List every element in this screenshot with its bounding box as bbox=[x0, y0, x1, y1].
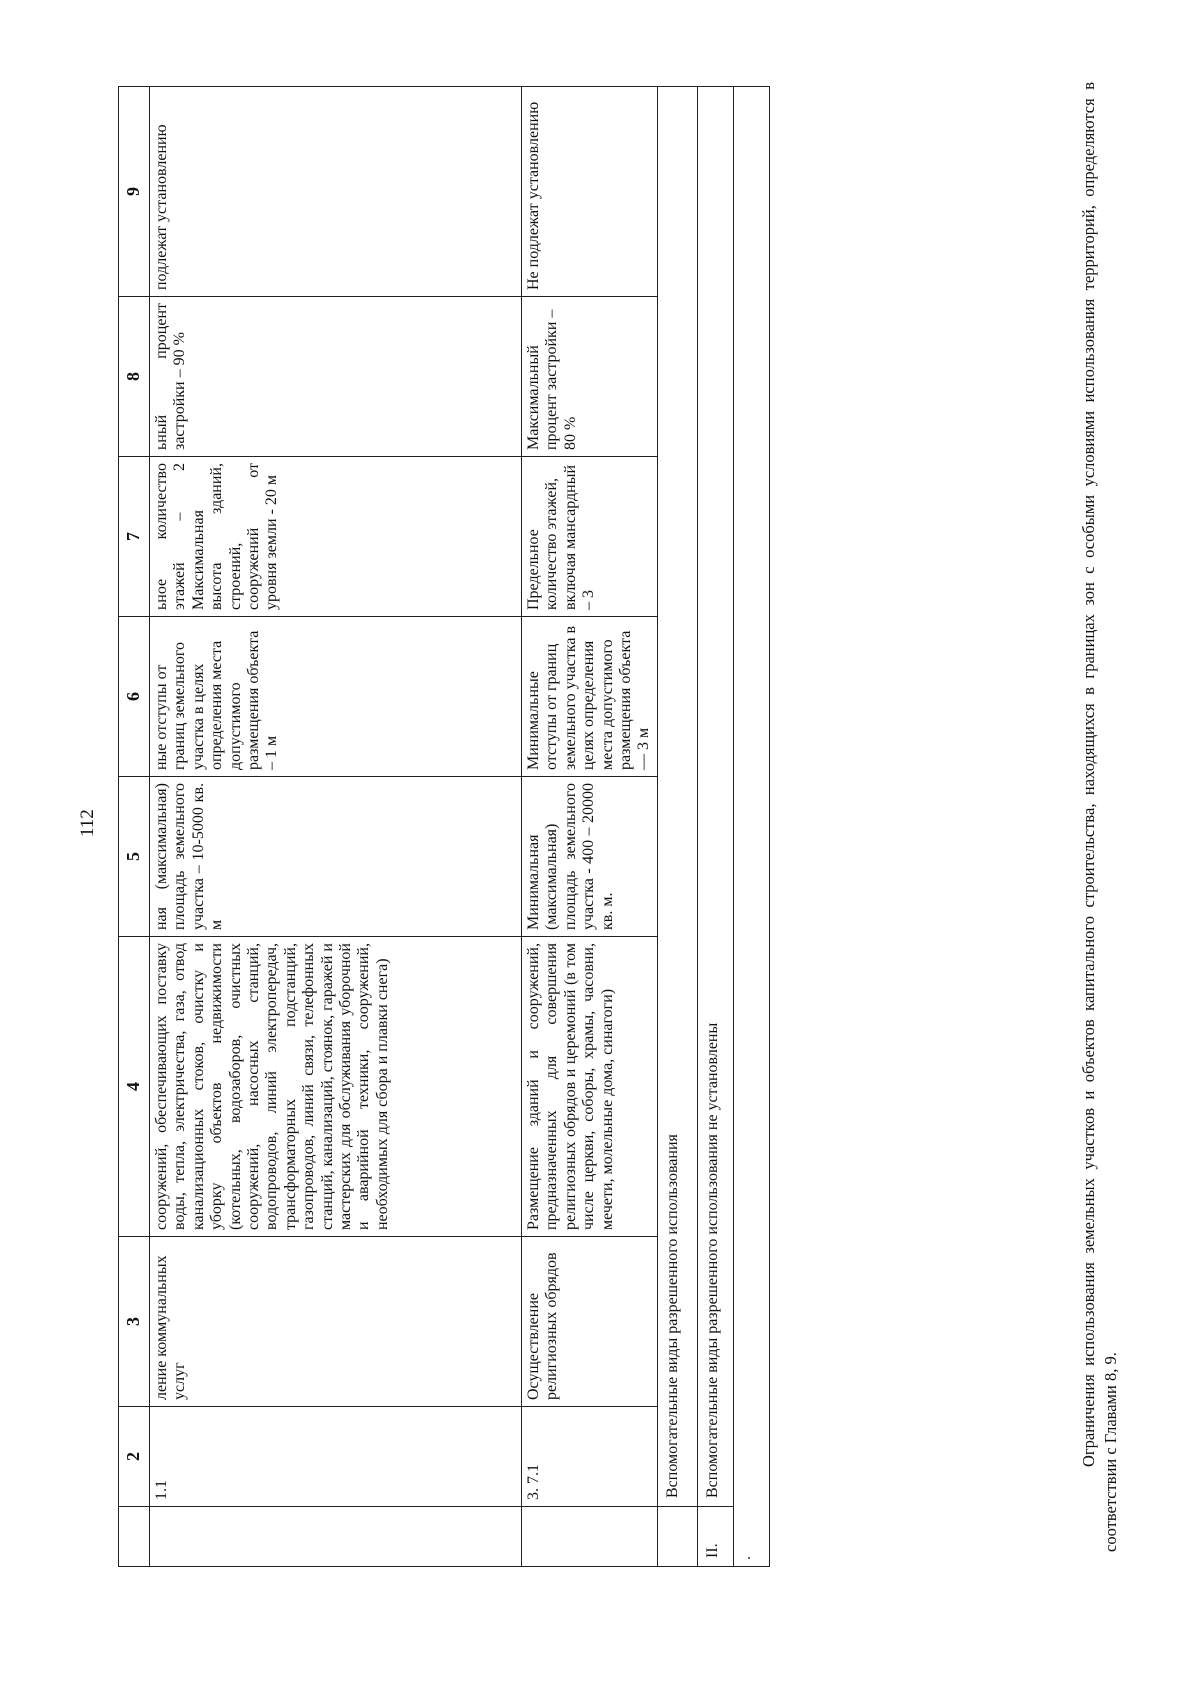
code-cell: 3. 7.1 bbox=[522, 1407, 658, 1507]
use-description-cell: Размещение зданий и сооружений, предназначенных для совершения религиозных обрядов и церемоний (в том числе церкви, соборы, храмы, часовни, мечети, молельные дома, синагоги) bbox=[522, 937, 658, 1237]
use-description-cell: сооружений, обеспечивающих поставку воды, тепла, электричества, газа, отвод канализационных стоков, очистку и уборку объектов недвижимости (котельных, водозаборов, очистных сооружений, насосных станций, водопроводов, линий электропередач, трансформаторных подстанций, газопроводов, линий связи, телефонных станций, канализаций, стоянок, гаражей и мастерских для обслуживания уборочной и аварийной техники, сооружений, необходимых для сбора и плавки снега) bbox=[150, 937, 522, 1237]
coverage-cell: Максимальный процент застройки – 80 % bbox=[522, 297, 658, 457]
header-cell-9: 9 bbox=[119, 87, 150, 297]
section-II-title: Вспомогательные виды разрешенного использования не установлены bbox=[697, 87, 733, 1507]
use-name-cell: Осуществление религиозных обрядов bbox=[522, 1237, 658, 1407]
section-II-row bbox=[697, 87, 733, 1567]
header-cell-5: 5 bbox=[119, 777, 150, 937]
row-index-cell bbox=[150, 1507, 522, 1567]
row-index-cell bbox=[522, 1507, 658, 1567]
header-cell-6: 6 bbox=[119, 617, 150, 777]
section-I-row bbox=[657, 87, 697, 1567]
use-name-cell: ление коммунальных услуг bbox=[150, 1237, 522, 1407]
header-cell-2: 2 bbox=[119, 1407, 150, 1507]
setbacks-cell: ные отступы от границ земельного участка в целях определения места допустимого размещения объекта – 1 м bbox=[150, 617, 522, 777]
header-cell-4: 4 bbox=[119, 937, 150, 1237]
other-params-cell: Не подлежат установлению bbox=[522, 87, 658, 297]
section-I-title: Вспомогательные виды разрешенного использования bbox=[657, 87, 697, 1507]
footnote-row bbox=[733, 87, 769, 1567]
zoning-table bbox=[118, 86, 770, 1567]
restrictions-note: Ограничения использования земельных участков и объектов капитального строительства, находящихся в границах зон с особыми условиями использования территорий, определяются в соответствии с Главами 8, 9. bbox=[1079, 82, 1121, 1552]
floors-height-cell: Предельное количество этажей, включая мансардный – 3 bbox=[522, 457, 658, 617]
table-row bbox=[150, 87, 522, 1567]
header-cell-7: 7 bbox=[119, 457, 150, 617]
table-row bbox=[522, 87, 658, 1567]
header-cell-8: 8 bbox=[119, 297, 150, 457]
plot-area-cell: ная (максимальная) площадь земельного участка – 10-5000 кв. м bbox=[150, 777, 522, 937]
coverage-cell: ьный процент застройки – 90 % bbox=[150, 297, 522, 457]
section-II-number: II. bbox=[697, 1507, 733, 1567]
section-I-number bbox=[657, 1507, 697, 1567]
floors-height-cell: ьное количество этажей – 2 Максимальная высота зданий, строений, сооружений от уровня земли - 20 м bbox=[150, 457, 522, 617]
code-cell: 1.1 bbox=[150, 1407, 522, 1507]
column-number-row bbox=[119, 87, 150, 1567]
footnote-mark: . bbox=[733, 87, 769, 1567]
header-cell-3: 3 bbox=[119, 1237, 150, 1407]
header-cell-1 bbox=[119, 1507, 150, 1567]
plot-area-cell: Минимальная (максимальная) площадь земельного участка - 400 – 20000 кв. м. bbox=[522, 777, 658, 937]
other-params-cell: подлежат установлению bbox=[150, 87, 522, 297]
setbacks-cell: Минимальные отступы от границ земельного участка в целях определения места допустимого размещения объекта — 3 м bbox=[522, 617, 658, 777]
page-number: 112 bbox=[77, 809, 98, 837]
